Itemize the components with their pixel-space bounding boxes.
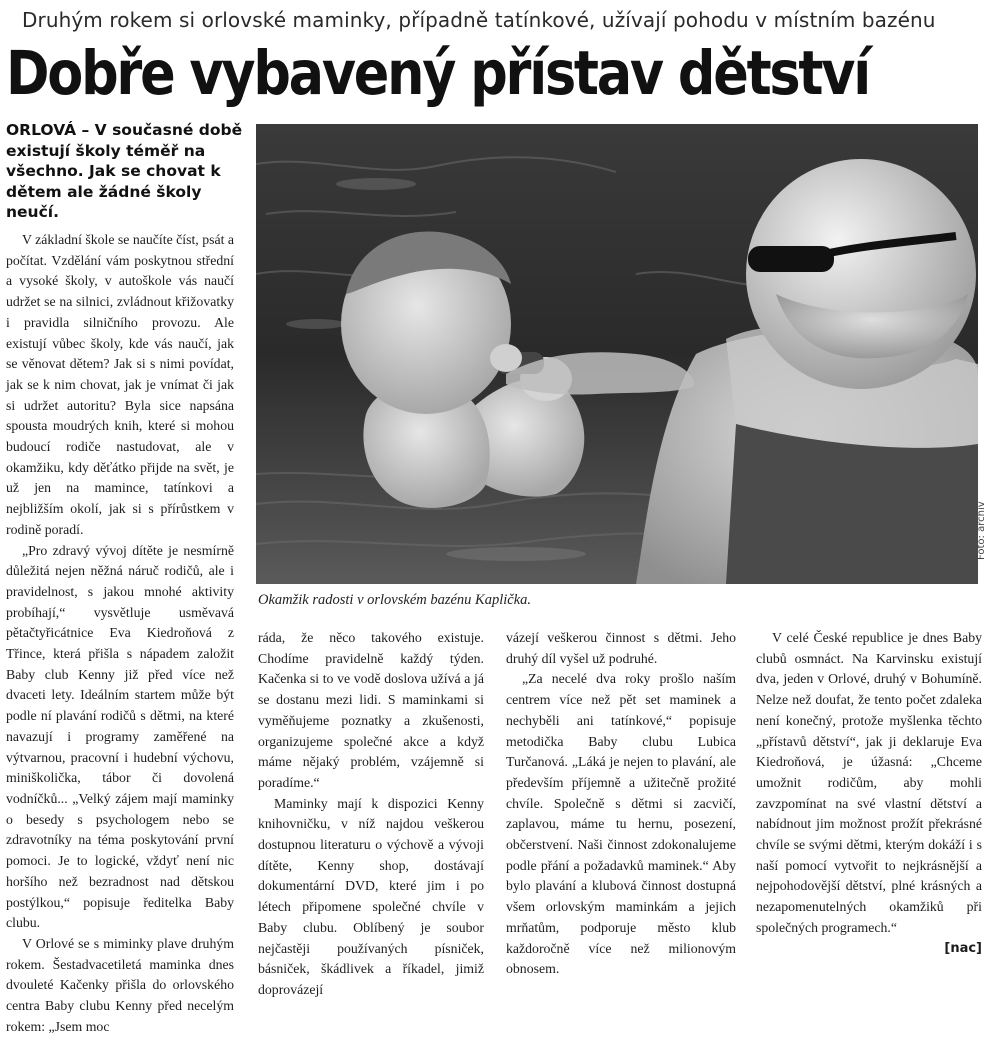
photo-credit: Foto: archiv (976, 501, 987, 560)
article-kicker: Druhým rokem si orlovské maminky, případně tatínkové, užívají pohodu v místním bazénu (22, 8, 936, 32)
article-column-3 (506, 628, 736, 980)
article-column-4 (756, 628, 982, 959)
photo-caption: Okamžik radosti v orlovském bazénu Kaplička. (258, 592, 532, 608)
paragraph: vázejí veškerou činnost s dětmi. Jeho druhý díl vyšel už podruhé. (506, 630, 736, 666)
paragraph: V celé České republice je dnes Baby clubů osmnáct. Na Karvinsku existují dva, jeden v Orlové, druhý v Bohumíně. Nelze než doufat, že tento počet zdaleka není konečný, protože myšlenka těchto „přístavů dětství“, jak ji deklaruje Eva Kiedroňová, je úžasná: „Chceme umožnit rodičům, aby mohli zavzpomínat na své vlastní dětství a nabídnout jim možnost prožít překrásné chvíle se svými dětmi, kterým dokáží i s naší pomocí vytvořit to nejkrásnější a nejpohodovější dětství, plné krásných a nezapomenutelných okamžiků při společných programech.“ (756, 630, 982, 935)
paragraph: „Za necelé dva roky prošlo naším centrem více než pět set maminek a nechyběli ani tatínkové,“ popisuje metodička Baby clubu Lubica Turčanová. „Láká je nejen to plavání, ale především příjemně a užitečně prožité chvíle. Společně s dětmi si zacvičí, zaplavou, máme tu hernu, posezení, občerstvení. Naši činnost zdokonalujeme podle přání a požadavků maminek.“ Aby bylo plavání a klubová činnost dostupná všem orlovským maminkám a jejich mrňatům, podporuje město klub každoročně více než milionovým obnosem. (506, 671, 736, 977)
article-lead: ORLOVÁ – V současné době existují školy téměř na všechno. Jak se chovat k dětem ale žádné školy neučí. (6, 121, 243, 221)
paragraph: Maminky mají k dispozici Kenny knihovničku, v níž najdou veškerou dostupnou literaturu o výchově a vývoji dítěte, Kenny shop, dostávají dokumentární DVD, které jim i po létech připomene společné chvíle v Baby clubu. Oblíbený je soubor nejčastěji používaných písniček, básniček, škádlivek a říkadel, jimiž doprovázejí (258, 795, 484, 997)
paragraph: ráda, že něco takového existuje. Chodíme pravidelně každý týden. Kačenka si to ve vodě doslova užívá a já se dostanu mezi lidi. S maminkami si vyměňujeme poznatky a zkušenosti, organizujeme společné akce a když máme nějaký problém, vzájemně si poradíme.“ (258, 630, 484, 790)
article-column-2 (258, 628, 484, 1001)
paragraph: V základní škole se naučíte číst, psát a počítat. Vzdělání vám poskytnou střední a vysoké školy, v autoškole vás naučí udržet se na silnici, zvládnout křižovatky i pravidla silničního provozu. Ale existují vůbec školy, kde vás naučí, jak se věnovat dětem? Jak si s nimi povídat, jak se k nim chovat, jak je vnímat či jak si udržet autoritu? Byla sice napsána spousta moudrých knih, které si mohou budoucí rodiče nastudovat, ale v okamžiku, kdy děťátko přijde na svět, je už jen na mamince, tatínkovi a nejbližším okolí, jak si s přírůstkem v rodině poradí. (6, 232, 234, 537)
article-photo (256, 124, 978, 584)
paragraph: „Pro zdravý vývoj dítěte je nesmírně důležitá nejen něžná náruč rodičů, ale i pravidelnost, s jakou mnohé aktivity probíhají,“ vysvětluje usměvavá pětačtyřicátnice Eva Kiedroňová z Třince, která přišla s nápadem založit Baby club Kenny již před více než dvaceti lety. Ideálním startem může být podle ní plavání rodičů s dětmi, na které navazují i programy zaměřené na výtvarnou, pracovní i hudební výchovu, miniškolička, tábor či dovolená vodníčků... „Velký zájem mají maminky o besedy s psychologem nebo se zdravotníky na téma poskytování první pomoci. Je to logické, vždyť není nic horšího než bezradnost nad dětskou postýlkou,“ popisuje ředitelka Baby clubu. (6, 542, 234, 931)
photo-mother-and-baby-in-pool (256, 124, 978, 584)
paragraph: V Orlové se s miminky plave druhým rokem. Šestadvacetiletá maminka dnes dvouleté Kačenky přišla do orlovského centra Baby clubu Kenny před necelým rokem: „Jsem moc (6, 935, 234, 1034)
author-signature: [nac] (944, 940, 982, 956)
article-headline: Dobře vybavený přístav dětství (6, 38, 869, 109)
article-column-1 (6, 230, 234, 1037)
